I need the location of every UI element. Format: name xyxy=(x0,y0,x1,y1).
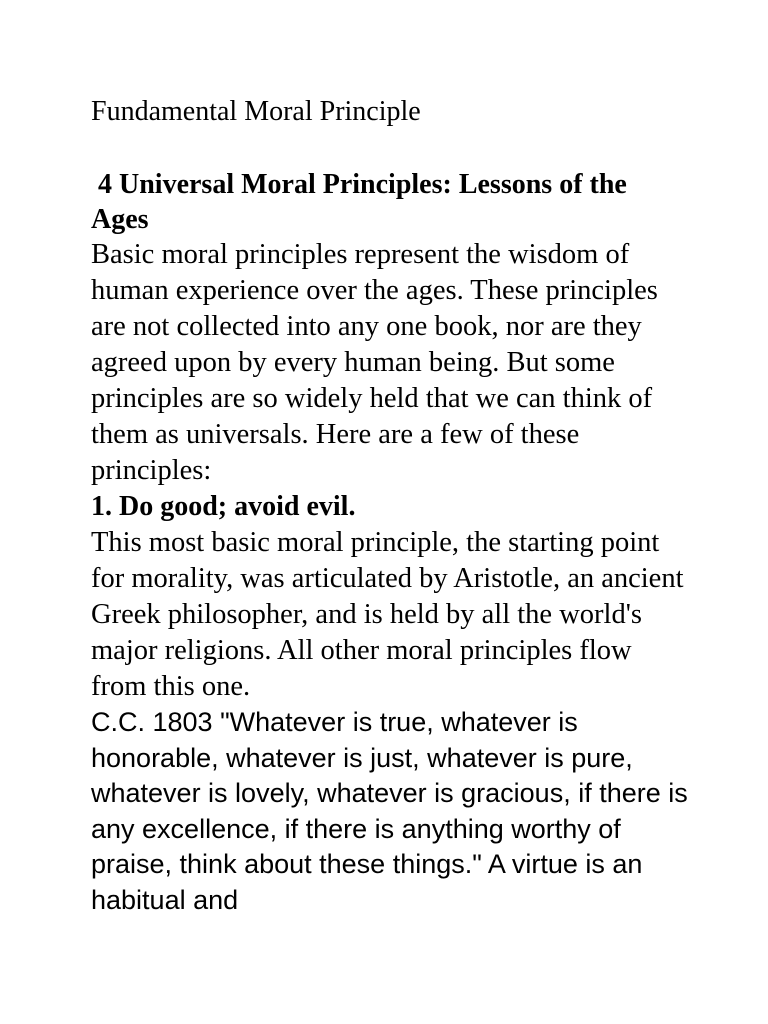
document-title: Fundamental Moral Principle xyxy=(91,96,421,127)
document-body xyxy=(91,237,691,918)
quote-paragraph: C.C. 1803 "Whatever is true, whatever is honorable, whatever is just, whatever is pure, whatever is lovely, whatever is gracious, if there is any excellence, if there is anything worthy of praise, think about these things." A virtue is an habitual and xyxy=(91,707,688,915)
principle-1-heading: 1. Do good; avoid evil. xyxy=(91,491,356,522)
section-heading: 4 Universal Moral Principles: Lessons of the Ages xyxy=(91,169,633,235)
intro-paragraph: Basic moral principles represent the wisdom of human experience over the ages. These principles are not collected into any one book, nor are they agreed upon by every human being. But some principles are so widely held that we can think of them as universals. Here are a few of these principles: xyxy=(91,239,658,486)
principle-1-body: This most basic moral principle, the starting point for morality, was articulated by Aristotle, an ancient Greek philosopher, and is held by all the world's major religions. All other moral principles flow from this one. xyxy=(91,527,684,702)
